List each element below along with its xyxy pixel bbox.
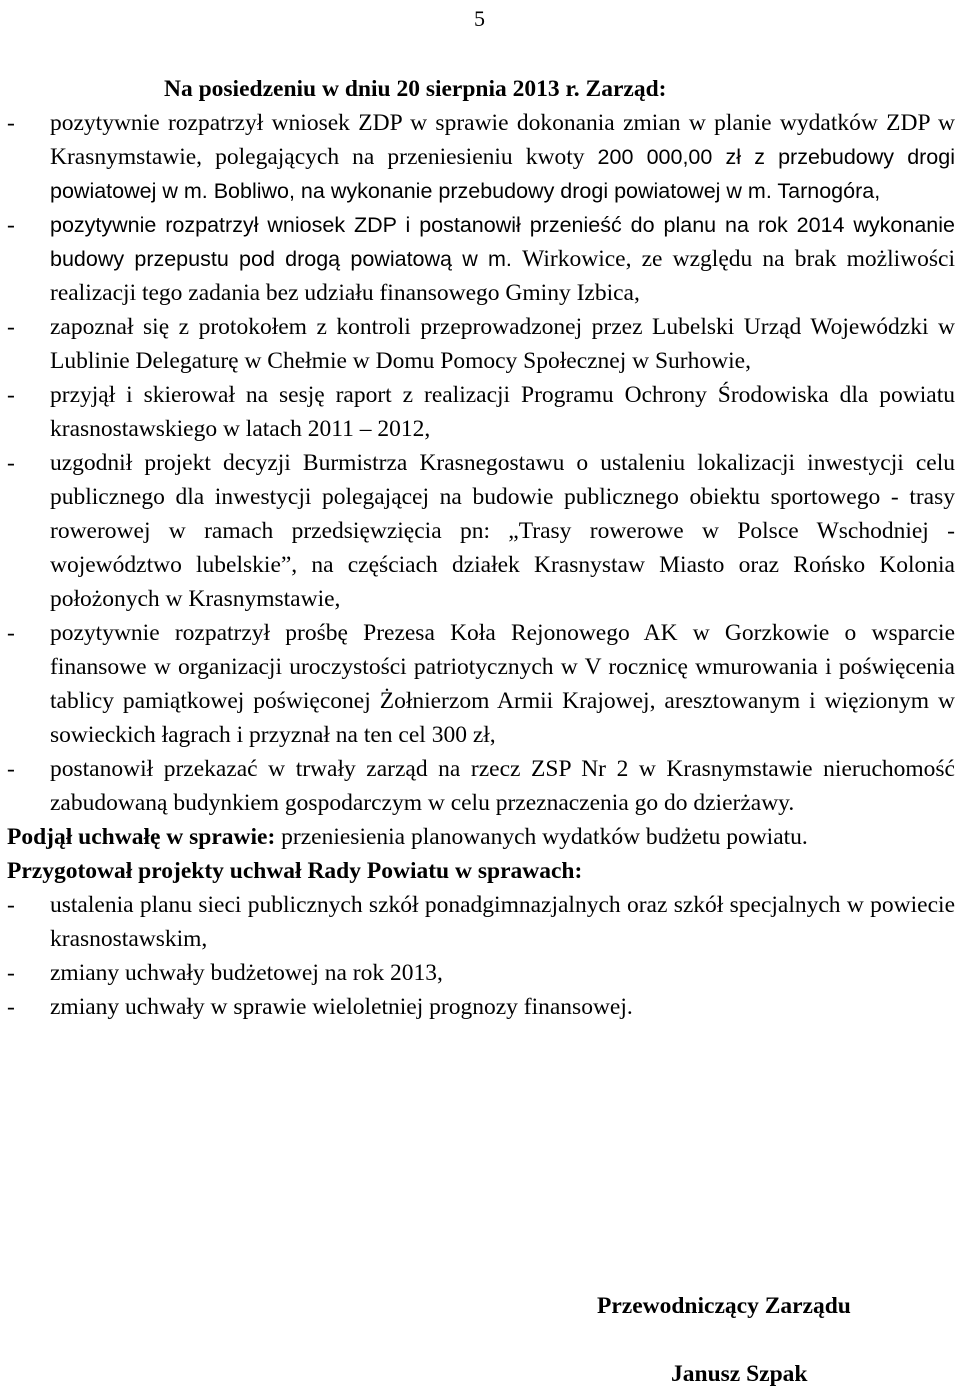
resolution-text: przeniesienia planowanych wydatków budżetu powiatu. [275, 824, 808, 850]
item-text: Wirkowice, ze względu na brak możliwości realizacji tego zadania bez udziału finansowego Gminy Izbica, [50, 246, 955, 306]
document-body [7, 72, 955, 1024]
list-item [7, 752, 955, 820]
bullet-dash: - [7, 212, 15, 238]
bullet-dash: - [7, 314, 15, 340]
signature-name: Janusz Szpak [671, 1361, 808, 1387]
item-text: zapoznał się z protokołem z kontroli przeprowadzonej przez Lubelski Urząd Wojewódzki w Lublinie Delegaturę w Chełmie w Domu Pomocy Społecznej w Surhowie, [50, 314, 955, 374]
item-text: uzgodnił projekt decyzji Burmistrza Krasnegostawu o ustaleniu lokalizacji inwestycji celu publicznego dla inwestycji polegającej na budowie publicznego obiektu sportowego - trasy rowerowej w ramach przedsięwzięcia pn: „Trasy rowerowe w Polsce Wschodniej - województwo lubelskie”, na częściach działek Krasnystaw Miasto oraz Rońsko Kolonia położonych w Krasnymstawie, [50, 450, 955, 612]
resolution-label: Podjął uchwałę w sprawie: [7, 824, 276, 850]
bullet-dash: - [7, 960, 15, 986]
signature-title: Przewodniczący Zarządu [597, 1293, 851, 1319]
item-text: ustalenia planu sieci publicznych szkół ponadgimnazjalnych oraz szkół specjalnych w powiecie krasnostawskim, [50, 892, 955, 952]
item-text: zmiany uchwały budżetowej na rok 2013, [50, 960, 443, 986]
list-item [7, 990, 955, 1024]
item-text: pozytywnie rozpatrzył wniosek ZDP i postanowił przenieść do planu na rok 2014 wykonanie budowy przepustu pod drogą powiatową w m. [50, 213, 955, 271]
bullet-dash: - [7, 110, 15, 136]
list-item [7, 616, 955, 752]
bullet-dash: - [7, 756, 15, 782]
list-item [7, 378, 955, 446]
item-text: zmiany uchwały w sprawie wieloletniej prognozy finansowej. [50, 994, 633, 1020]
list-item [7, 956, 955, 990]
bullet-dash: - [7, 994, 15, 1020]
list-item [7, 888, 955, 956]
item-text: pozytywnie rozpatrzył prośbę Prezesa Koła Rejonowego AK w Gorzkowie o wsparcie finansowe w organizacji uroczystości patriotycznych w V rocznicę wmurowania i poświęcenia tablicy pamiątkowej poświęconej Żołnierzom Armii Krajowej, aresztowanym i więzionym w sowieckich łagrach i przyznał na ten cel 300 zł, [50, 620, 955, 748]
bullet-dash: - [7, 892, 15, 918]
meeting-decisions-list [7, 106, 955, 820]
item-text: przyjął i skierował na sesję raport z realizacji Programu Ochrony Środowiska dla powiatu krasnostawskiego w latach 2011 – 2012, [50, 382, 955, 442]
item-text: 200 000,00 zł z przebudowy drogi powiatowej w m. Bobliwo, na wykonanie przebudowy drogi powiatowej w m. Tarnogóra, [50, 145, 955, 203]
meeting-heading: Na posiedzeniu w dniu 20 sierpnia 2013 r. Zarząd: [164, 76, 667, 102]
drafts-list [7, 888, 955, 1024]
drafts-heading: Przygotował projekty uchwał Rady Powiatu w sprawach: [7, 858, 583, 884]
resolution-paragraph [7, 820, 955, 854]
item-text: pozytywnie rozpatrzył wniosek ZDP w sprawie dokonania zmian w planie wydatków ZDP w Krasnymstawie, polegających na przeniesieniu kwoty [50, 110, 955, 170]
list-item [7, 446, 955, 616]
bullet-dash: - [7, 450, 15, 476]
item-text: postanowił przekazać w trwały zarząd na rzecz ZSP Nr 2 w Krasnymstawie nieruchomość zabudowaną budynkiem gospodarczym w celu przeznaczenia go do dzierżawy. [50, 756, 955, 816]
bullet-dash: - [7, 620, 15, 646]
bullet-dash: - [7, 382, 15, 408]
page-number: 5 [474, 6, 485, 31]
list-item [7, 106, 955, 208]
list-item [7, 310, 955, 378]
list-item [7, 208, 955, 310]
